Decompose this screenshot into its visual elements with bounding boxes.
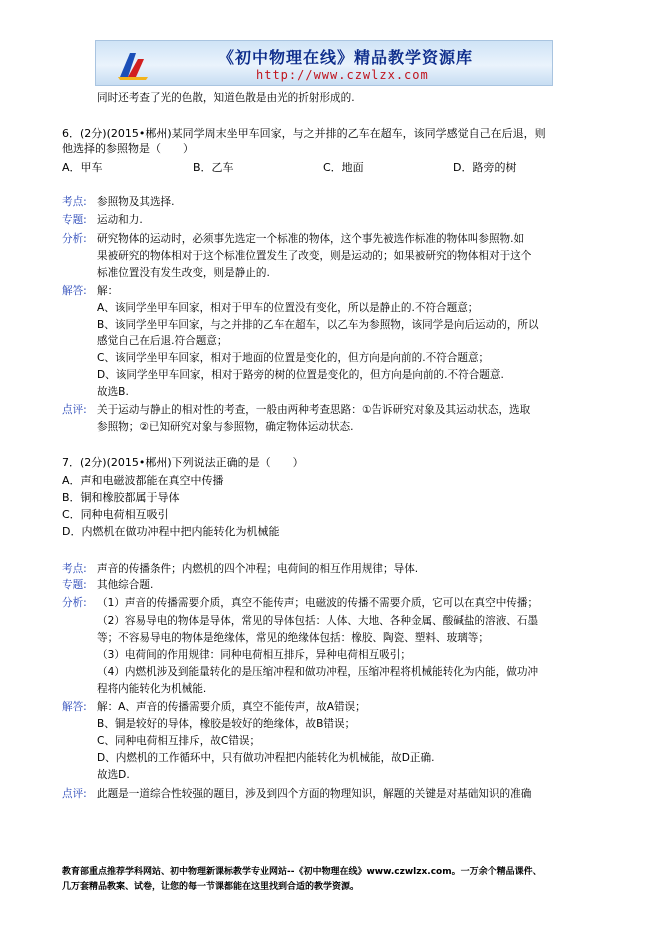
q7-fenxi-line: 程将内能转化为机械能. — [97, 683, 207, 695]
q7-option-b: B．铜和橡胶都属于导体 — [62, 491, 180, 504]
q7-dianping: 此题是一道综合性较强的题目，涉及到四个方面的物理知识，解题的关键是对基础知识的准确 — [97, 788, 532, 800]
q6-fenxi-label: 分析: — [62, 233, 87, 245]
site-logo-icon — [116, 47, 150, 81]
q6-option-c: C．地面 — [323, 161, 364, 174]
q7-fenxi-line: （1）声音的传播需要介质，真空不能传声；电磁波的传播不需要介质，它可以在真空中传播； — [97, 597, 539, 609]
q7-jieda-line: 解：A、声音的传播需要介质，真空不能传声，故A错误； — [97, 701, 366, 713]
q7-fenxi-line: （4）内燃机涉及到能量转化的是压缩冲程和做功冲程，压缩冲程将机械能转化为内能，做功冲 — [97, 666, 539, 678]
banner-url[interactable]: http://www.czwlzx.com — [256, 68, 429, 82]
q6-dianping-line: 参照物；②已知研究对象与参照物，确定物体运动状态. — [97, 421, 354, 433]
q7-stem: 7．(2分)(2015•郴州)下列说法正确的是（ ） — [62, 456, 304, 469]
q7-zhuanti-label: 专题: — [62, 579, 87, 591]
q6-kaodian-label: 考点: — [62, 196, 87, 208]
prev-answer-tail: 同时还考查了光的色散，知道色散是由光的折射形成的. — [97, 92, 355, 104]
q6-stem-line2: 他选择的参照物是（ ） — [62, 142, 194, 155]
q6-fenxi-line: 标准位置没有发生改变，则是静止的. — [97, 267, 270, 279]
q6-jieda-line: D、该同学坐甲车回家，相对于路旁的树的位置是变化的，但方向是向前的.不符合题意. — [97, 369, 504, 381]
header-banner — [95, 40, 553, 86]
q6-fenxi-line: 果被研究的物体相对于这个标准位置发生了改变，则是运动的；如果被研究的物体相对于这个 — [97, 250, 532, 262]
q7-fenxi-line: （3）电荷间的作用规律：同种电荷相互排斥，异种电荷相互吸引； — [97, 649, 411, 661]
q6-dianping-label: 点评: — [62, 404, 87, 416]
q7-jieda-line: 故选D. — [97, 769, 130, 781]
q7-kaodian-label: 考点: — [62, 563, 87, 575]
q7-jieda-line: C、同种电荷相互排斥，故C错误； — [97, 735, 261, 747]
q7-kaodian: 声音的传播条件；内燃机的四个冲程；电荷间的相互作用规律；导体. — [97, 563, 419, 575]
q7-option-a: A．声和电磁波都能在真空中传播 — [62, 474, 224, 487]
q6-zhuanti-label: 专题: — [62, 214, 87, 226]
q6-option-b: B．乙车 — [193, 161, 234, 174]
q6-option-d: D．路旁的树 — [453, 161, 517, 174]
q6-jieda-label: 解答: — [62, 285, 87, 297]
footer-line2: 几万套精品教案、试卷，让您的每一节课都能在这里找到合适的教学资源。 — [62, 882, 360, 892]
q6-kaodian: 参照物及其选择. — [97, 196, 175, 208]
q6-fenxi-line: 研究物体的运动时，必须事先选定一个标准的物体，这个事先被选作标准的物体叫参照物.如 — [97, 233, 525, 245]
q6-jieda-line: 感觉自己在后退.符合题意； — [97, 335, 228, 347]
q7-option-d: D．内燃机在做功冲程中把内能转化为机械能 — [62, 525, 280, 538]
q7-fenxi-label: 分析: — [62, 597, 87, 609]
q7-fenxi-line: 等；不容易导电的物体是绝缘体，常见的绝缘体包括：橡胶、陶瓷、塑料、玻璃等； — [97, 632, 489, 644]
banner-title: 《初中物理在线》精品教学资源库 — [218, 48, 474, 67]
q7-option-c: C．同种电荷相互吸引 — [62, 508, 169, 521]
q7-fenxi-line: （2）容易导电的物体是导体，常见的导体包括：人体、大地、各种金属、酸碱盐的溶液、石墨 — [97, 615, 539, 627]
q7-jieda-line: D、内燃机的工作循环中，只有做功冲程把内能转化为机械能，故D正确. — [97, 752, 435, 764]
q6-jieda-line: 解： — [97, 285, 119, 297]
q6-dianping-line: 关于运动与静止的相对性的考查，一般由两种考查思路：①告诉研究对象及其运动状态，选取 — [97, 404, 531, 416]
q6-option-a: A．甲车 — [62, 161, 103, 174]
q6-jieda-line: C、该同学坐甲车回家，相对于地面的位置是变化的，但方向是向前的.不符合题意； — [97, 352, 490, 364]
q7-jieda-line: B、铜是较好的导体，橡胶是较好的绝缘体，故B错误； — [97, 718, 356, 730]
q6-jieda-line: 故选B. — [97, 386, 129, 398]
q6-jieda-line: A、该同学坐甲车回家，相对于甲车的位置没有变化，所以是静止的.不符合题意； — [97, 302, 479, 314]
q7-dianping-label: 点评: — [62, 788, 87, 800]
q7-zhuanti: 其他综合题. — [97, 579, 154, 591]
footer-line1: 教育部重点推荐学科网站、初中物理新课标教学专业网站--《初中物理在线》www.czwlzx.com。一万余个精品课件、 — [62, 867, 542, 877]
q6-zhuanti: 运动和力. — [97, 214, 143, 226]
q6-stem-line1: 6．(2分)(2015•郴州)某同学周末坐甲车回家，与之并排的乙车在超车，该同学感觉自己在后退，则 — [62, 127, 546, 140]
q6-jieda-line: B、该同学坐甲车回家，与之并排的乙车在超车，以乙车为参照物，该同学是向后运动的，所以 — [97, 319, 539, 331]
q7-jieda-label: 解答: — [62, 701, 87, 713]
